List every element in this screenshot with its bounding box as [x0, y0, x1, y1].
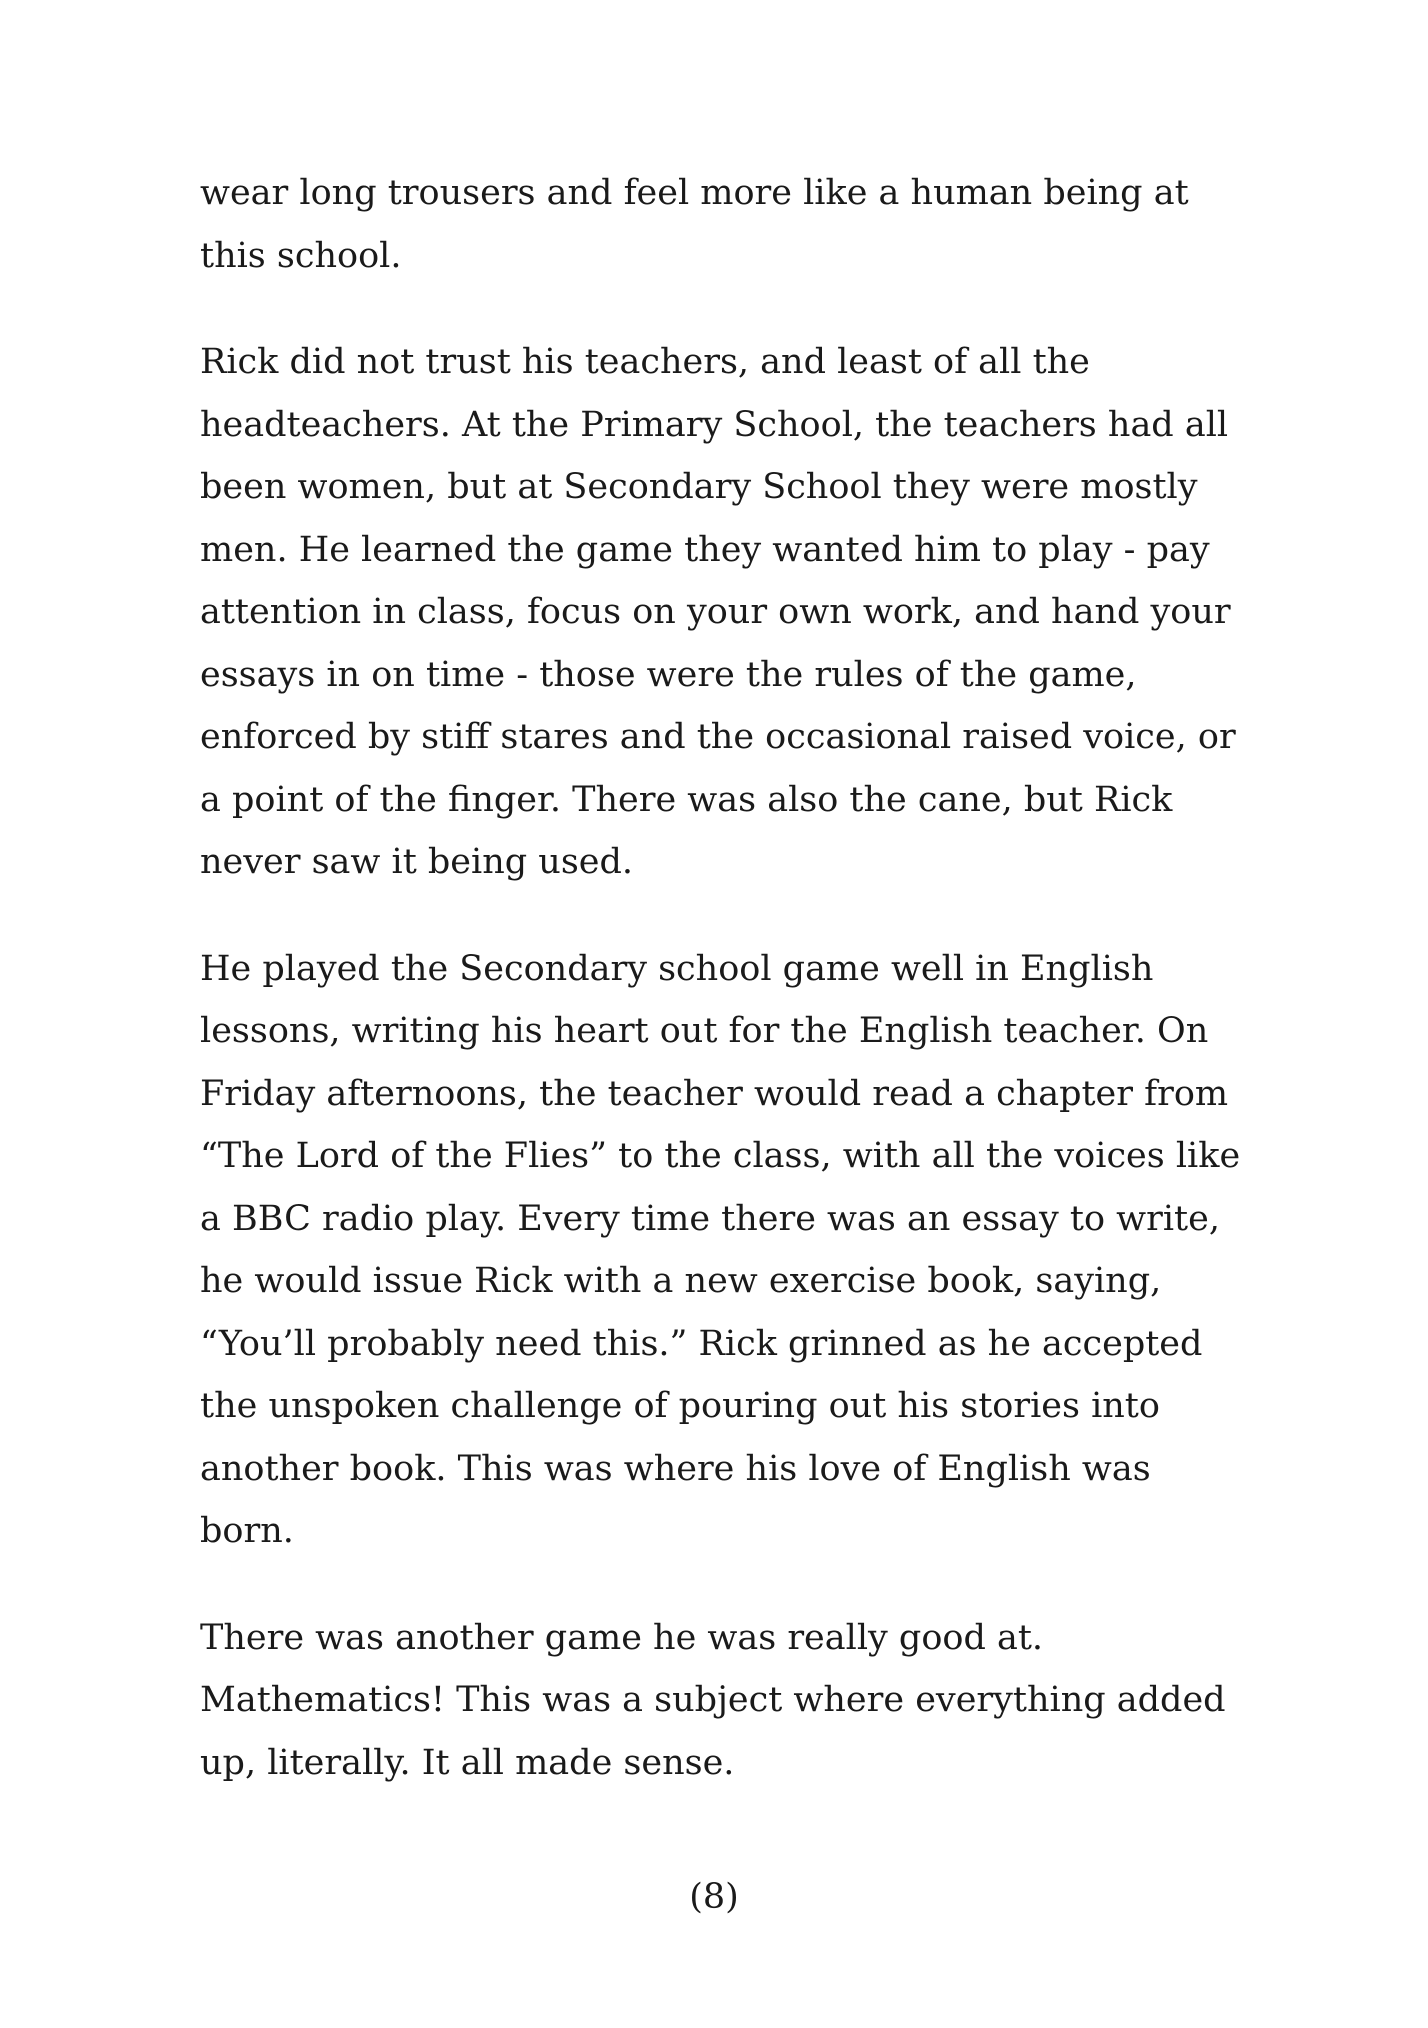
text-line: never saw it being used. [200, 842, 634, 882]
text-line: been women, but at Secondary School they were mostly [200, 467, 1198, 507]
text-line: a BBC radio play. Every time there was an essay to write, [200, 1198, 1220, 1239]
text-line: essays in on time - those were the rules of the game, [200, 654, 1137, 695]
body-text [200, 162, 1260, 1838]
paragraph-3 [200, 938, 1260, 1563]
text-line: “The Lord of the Flies” to the class, with all the voices like [200, 1136, 1241, 1176]
text-line: Friday afternoons, the teacher would read a chapter from [200, 1073, 1229, 1114]
paragraph-1 [200, 162, 1260, 287]
text-line: the unspoken challenge of pouring out his stories into [200, 1386, 1160, 1426]
text-line: Rick did not trust his teachers, and least of all the [200, 342, 1090, 382]
text-line: another book. This was where his love of English was [200, 1448, 1151, 1489]
text-line: up, literally. It all made sense. [200, 1742, 735, 1783]
text-line: wear long trousers and feel more like a human being at [200, 173, 1189, 213]
text-line: Mathematics! This was a subject where everything added [200, 1680, 1226, 1720]
text-line: enforced by stiff stares and the occasional raised voice, or [200, 717, 1236, 757]
text-line: a point of the finger. There was also the cane, but Rick [200, 779, 1173, 820]
paragraph-2 [200, 331, 1260, 894]
text-line: this school. [200, 235, 402, 276]
text-line: There was another game he was really good at. [200, 1617, 1044, 1658]
paragraph-4 [200, 1607, 1260, 1795]
text-line: he would issue Rick with a new exercise book, saying, [200, 1261, 1162, 1301]
page-number: (8) [689, 1877, 739, 1917]
text-line: men. He learned the game they wanted him to play - pay [200, 529, 1210, 570]
text-line: headteachers. At the Primary School, the teachers had all [200, 404, 1229, 445]
text-line: attention in class, focus on your own work, and hand your [200, 592, 1231, 632]
text-line: born. [200, 1511, 294, 1551]
text-line: lessons, writing his heart out for the English teacher. On [200, 1011, 1209, 1051]
text-line: “You’ll probably need this.” Rick grinned as he accepted [200, 1323, 1203, 1364]
text-line: He played the Secondary school game well in English [200, 948, 1154, 989]
